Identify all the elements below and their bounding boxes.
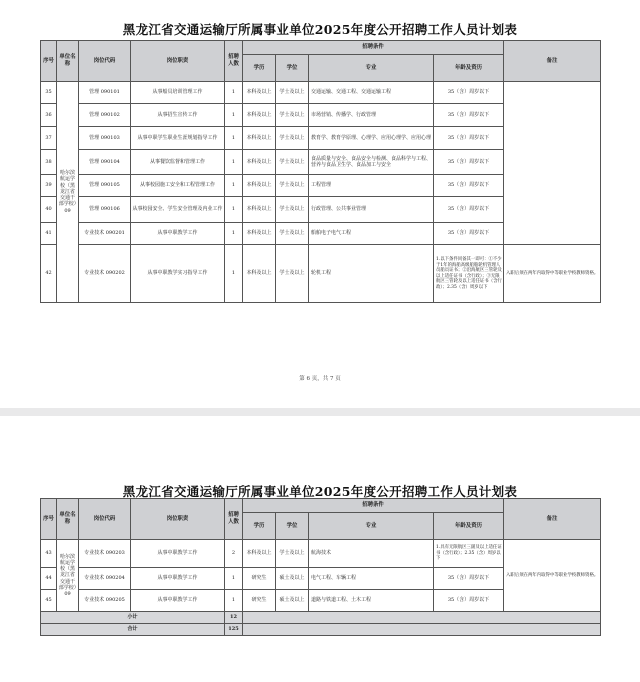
- cell-count: 1: [225, 127, 243, 150]
- cell-code: 管理 090104: [79, 150, 131, 175]
- cell-degree: 学士及以上: [276, 223, 309, 245]
- header-edu: 学历: [243, 513, 276, 540]
- cell-seq: 45: [41, 590, 57, 612]
- cell-duty: 从事船员培训管理工作: [131, 82, 225, 104]
- total-label: 合计: [41, 624, 225, 636]
- cell-major: 行政管理、公共事业管理: [309, 197, 434, 223]
- cell-code: 专业技术 090202: [79, 245, 131, 303]
- cell-duty: 从事中职教学工作: [131, 568, 225, 590]
- cell-count: 1: [225, 82, 243, 104]
- cell-duty: 从事校园安全、学生安全管理及内业工作: [131, 197, 225, 223]
- cell-code: 管理 090105: [79, 175, 131, 197]
- cell-seq: 44: [41, 568, 57, 590]
- header-duty: 岗位职责: [131, 499, 225, 540]
- header-major: 专业: [309, 513, 434, 540]
- cell-age: 35（含）周岁以下: [434, 590, 504, 612]
- cell-major: 食品质量与安全、食品安全与检测、食品科学与工程、营养与食品卫生学、食品加工与安全: [309, 150, 434, 175]
- cell-count: 1: [225, 150, 243, 175]
- header-remark: 备注: [504, 499, 601, 540]
- cell-duty: 从事校园施工安全和工程管理工作: [131, 175, 225, 197]
- header-seq: 序号: [41, 499, 57, 540]
- cell-degree: 学士及以上: [276, 245, 309, 303]
- cell-seq: 35: [41, 82, 57, 104]
- page-title: 黑龙江省交通运输厅所属事业单位2025年度公开招聘工作人员计划表: [122, 22, 518, 37]
- cell-seq: 39: [41, 175, 57, 197]
- cell-degree: 学士及以上: [276, 540, 309, 568]
- header-conditions: 招聘条件: [243, 41, 504, 55]
- cell-age: 1.以下条件同备其一即可：①不少于1年的海船高级船舶轮机管理人员船员证书；②沿海航区三管轮及以上适任证书（含行政）；③无限航区三管轮及以上适任证书（含行政）；2.35（含）周岁以下: [434, 245, 504, 303]
- cell-count: 1: [225, 175, 243, 197]
- header-duty: 岗位职责: [131, 41, 225, 82]
- header-age: 年龄及资历: [434, 55, 504, 82]
- cell-count: 2: [225, 540, 243, 568]
- cell-duty: 从事中职学生职业生涯规划指导工作: [131, 127, 225, 150]
- cell-edu: 研究生: [243, 590, 276, 612]
- cell-major: 航海技术: [309, 540, 434, 568]
- cell-code: 专业技术 090205: [79, 590, 131, 612]
- subtotal-label: 小计: [41, 612, 225, 624]
- cell-count: 1: [225, 568, 243, 590]
- cell-degree: 学士及以上: [276, 150, 309, 175]
- subtotal-filler: [243, 612, 601, 624]
- cell-code: 管理 090101: [79, 82, 131, 104]
- cell-edu: 本科及以上: [243, 127, 276, 150]
- cell-major: 教育学、教育学原理、心理学、应用心理学、应用心理: [309, 127, 434, 150]
- cell-remark: 入职后须在两年内取得中等职业学校教师资格。: [504, 245, 601, 303]
- cell-seq: 38: [41, 150, 57, 175]
- header-seq: 序号: [41, 41, 57, 82]
- cell-unit-name: 哈尔滨航运学校（黑龙江省交通干部学校）09: [57, 82, 79, 303]
- cell-edu: 本科及以上: [243, 150, 276, 175]
- total-filler: [243, 624, 601, 636]
- table-row: [41, 245, 601, 303]
- cell-unit-name: 哈尔滨航运学校（黑龙江省交通干部学校）09: [57, 540, 79, 612]
- cell-seq: 43: [41, 540, 57, 568]
- header-unit: 单位名称: [57, 41, 79, 82]
- cell-degree: 学士及以上: [276, 82, 309, 104]
- cell-edu: 研究生: [243, 568, 276, 590]
- cell-age: 35（含）周岁以下: [434, 568, 504, 590]
- recruitment-table-page-1: [40, 40, 601, 303]
- header-remark: 备注: [504, 41, 601, 82]
- header-code: 岗位代码: [79, 41, 131, 82]
- cell-major: 轮机工程: [309, 245, 434, 303]
- cell-age: 35（含）周岁以下: [434, 127, 504, 150]
- cell-code: 专业技术 090203: [79, 540, 131, 568]
- cell-duty: 从事中职教学工作: [131, 223, 225, 245]
- cell-code: 管理 090103: [79, 127, 131, 150]
- cell-age: 35（含）周岁以下: [434, 175, 504, 197]
- cell-seq: 40: [41, 197, 57, 223]
- cell-degree: 硕士及以上: [276, 590, 309, 612]
- cell-edu: 本科及以上: [243, 175, 276, 197]
- total-row: [41, 624, 601, 636]
- table-row: [41, 540, 601, 568]
- cell-age: 1.具有无限航区三副及以上适任证书（含行政）；2.35（含）周岁以下: [434, 540, 504, 568]
- cell-edu: 本科及以上: [243, 104, 276, 127]
- subtotal-value: 12: [225, 612, 243, 624]
- cell-age: 35（含）周岁以下: [434, 223, 504, 245]
- cell-seq: 36: [41, 104, 57, 127]
- cell-degree: 学士及以上: [276, 104, 309, 127]
- cell-age: 35（含）周岁以下: [434, 82, 504, 104]
- cell-code: 管理 090106: [79, 197, 131, 223]
- cell-degree: 学士及以上: [276, 127, 309, 150]
- cell-seq: 37: [41, 127, 57, 150]
- cell-duty: 从事中职教学工作: [131, 590, 225, 612]
- recruitment-table-page-2: [40, 498, 601, 636]
- cell-code: 管理 090102: [79, 104, 131, 127]
- cell-major: 电气工程、车辆工程: [309, 568, 434, 590]
- header-count: 招聘人数: [225, 41, 243, 82]
- cell-count: 1: [225, 245, 243, 303]
- cell-major: 道路与铁道工程、土木工程: [309, 590, 434, 612]
- cell-count: 1: [225, 223, 243, 245]
- cell-major: 船舶电子电气工程: [309, 223, 434, 245]
- total-value: 125: [225, 624, 243, 636]
- header-edu: 学历: [243, 55, 276, 82]
- page-gap: [0, 408, 640, 416]
- header-count: 招聘人数: [225, 499, 243, 540]
- page-number: 第 6 页，共 7 页: [299, 376, 341, 382]
- cell-duty: 从事中职教学实习指导工作: [131, 245, 225, 303]
- cell-edu: 本科及以上: [243, 197, 276, 223]
- cell-code: 专业技术 090204: [79, 568, 131, 590]
- cell-duty: 从事招生宣传工作: [131, 104, 225, 127]
- cell-edu: 本科及以上: [243, 245, 276, 303]
- page-title: 黑龙江省交通运输厅所属事业单位2025年度公开招聘工作人员计划表: [122, 484, 518, 499]
- table-row: [41, 82, 601, 104]
- cell-edu: 本科及以上: [243, 82, 276, 104]
- cell-code: 专业技术 090201: [79, 223, 131, 245]
- cell-major: 交通运输、交通工程、交通运输工程: [309, 82, 434, 104]
- cell-remark: 入职后须在两年内取得中等职业学校教师资格。: [504, 540, 601, 612]
- cell-count: 1: [225, 104, 243, 127]
- cell-major: 工程管理: [309, 175, 434, 197]
- cell-duty: 从事中职教学工作: [131, 540, 225, 568]
- cell-edu: 本科及以上: [243, 223, 276, 245]
- cell-edu: 本科及以上: [243, 540, 276, 568]
- cell-seq: 41: [41, 223, 57, 245]
- header-unit: 单位名称: [57, 499, 79, 540]
- cell-degree: 学士及以上: [276, 175, 309, 197]
- cell-age: 35（含）周岁以下: [434, 150, 504, 175]
- header-degree: 学位: [276, 513, 309, 540]
- cell-remark-empty: [504, 82, 601, 245]
- cell-age: 35（含）周岁以下: [434, 197, 504, 223]
- cell-degree: 硕士及以上: [276, 568, 309, 590]
- cell-seq: 42: [41, 245, 57, 303]
- document-page-2: [0, 416, 640, 682]
- cell-degree: 学士及以上: [276, 197, 309, 223]
- cell-count: 1: [225, 590, 243, 612]
- header-major: 专业: [309, 55, 434, 82]
- cell-duty: 从事餐饮监督和管理工作: [131, 150, 225, 175]
- header-code: 岗位代码: [79, 499, 131, 540]
- header-conditions: 招聘条件: [243, 499, 504, 513]
- cell-age: 35（含）周岁以下: [434, 104, 504, 127]
- cell-count: 1: [225, 197, 243, 223]
- header-age: 年龄及资历: [434, 513, 504, 540]
- cell-major: 市场营销、传播学、行政管理: [309, 104, 434, 127]
- header-degree: 学位: [276, 55, 309, 82]
- subtotal-row: [41, 612, 601, 624]
